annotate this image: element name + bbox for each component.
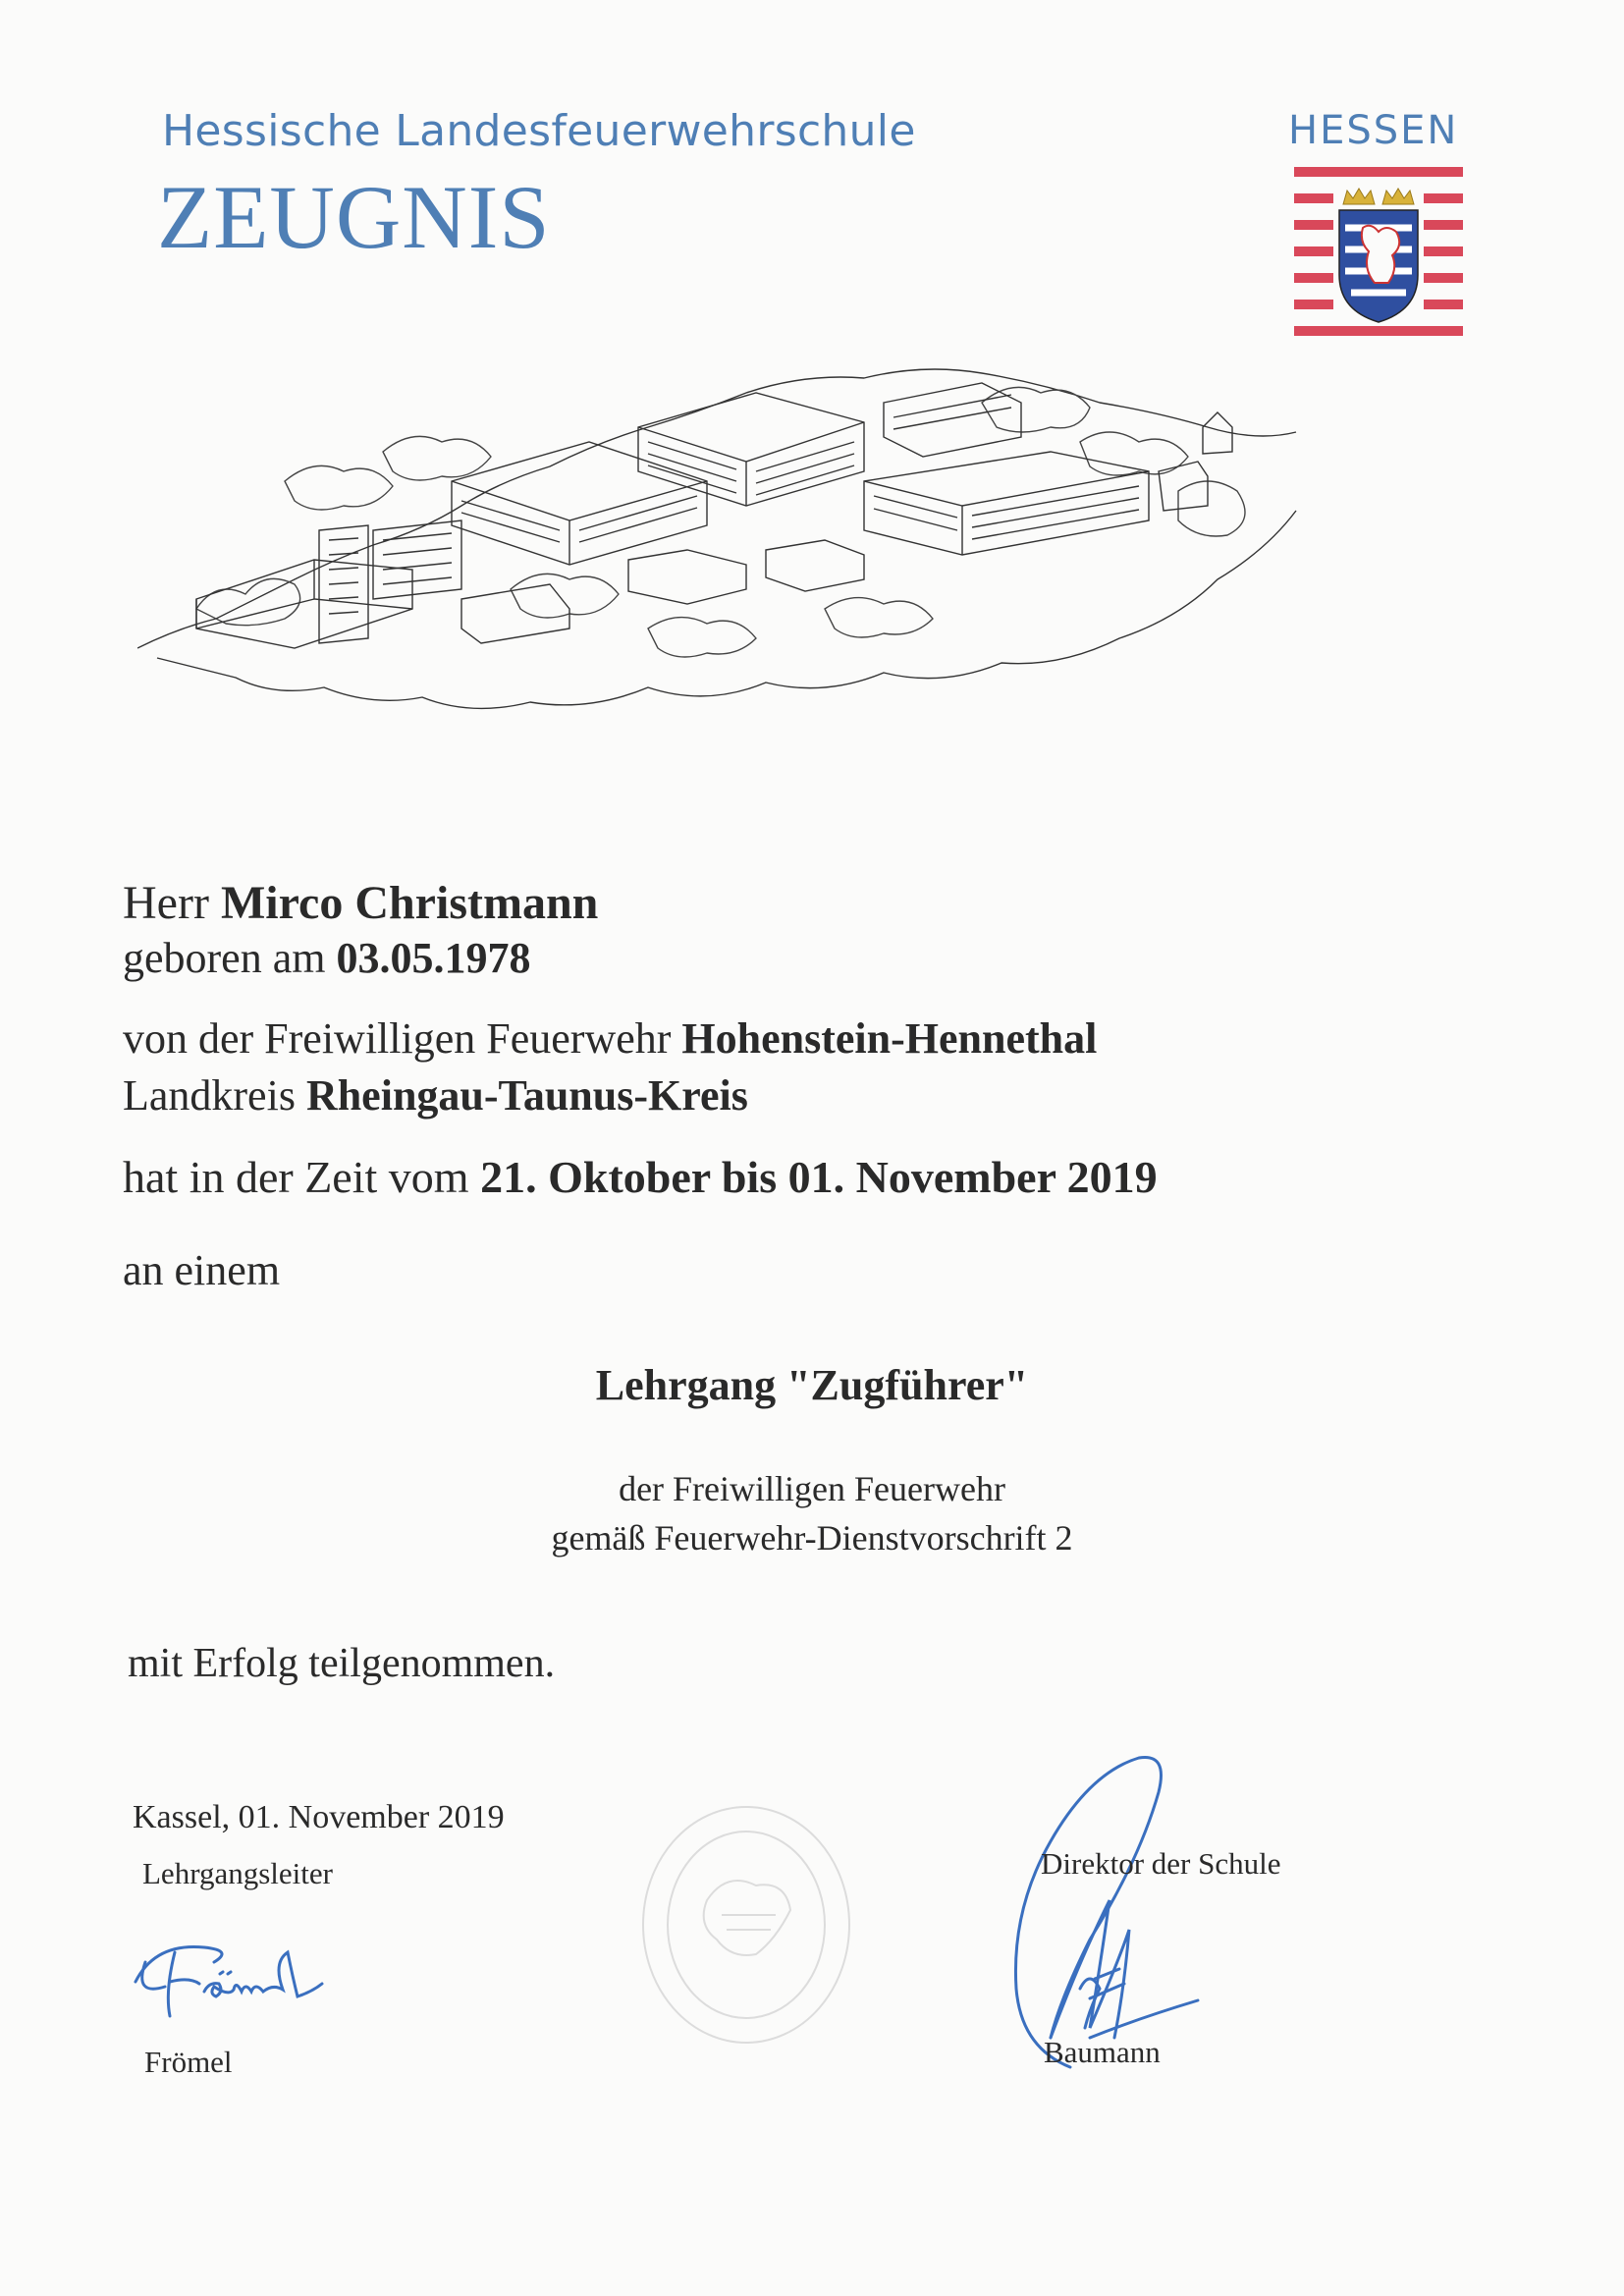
period-range: 21. Oktober bis 01. November 2019 — [480, 1152, 1158, 1202]
school-seal-stamp — [628, 1792, 864, 2057]
district-name: Rheingau-Taunus-Kreis — [305, 1071, 748, 1120]
course-line-1: der Freiwilligen Feuerwehr — [619, 1469, 1005, 1508]
course-intro: an einem — [123, 1246, 281, 1294]
birth-line — [123, 933, 530, 983]
birth-date: 03.05.1978 — [336, 934, 531, 982]
course-result: mit Erfolg teilgenommen. — [128, 1641, 556, 1686]
campus-illustration — [137, 334, 1306, 737]
leader-signature — [126, 1923, 361, 2031]
hessen-coat-of-arms-icon — [1294, 167, 1463, 336]
period-prefix: hat in der Zeit vom — [123, 1152, 469, 1202]
course-title: Lehrgang "Zugführer" — [595, 1361, 1029, 1409]
salutation: Herr — [123, 877, 209, 929]
period-line — [123, 1151, 1158, 1203]
leader-role: Lehrgangsleiter — [142, 1856, 333, 1890]
brigade-prefix: von der Freiwilligen Feuerwehr — [123, 1014, 672, 1063]
state-label: HESSEN — [1288, 108, 1459, 153]
course-line-2: gemäß Feuerwehr-Dienstvorschrift 2 — [551, 1518, 1073, 1558]
school-name: Hessische Landesfeuerwehrschule — [162, 106, 916, 156]
birth-prefix: geboren am — [123, 934, 326, 982]
district-prefix: Landkreis — [123, 1071, 296, 1120]
brigade-line — [123, 1013, 1097, 1064]
director-role: Direktor der Schule — [1041, 1846, 1281, 1881]
document-title: ZEUGNIS — [157, 167, 551, 267]
recipient-line — [123, 876, 598, 930]
leader-name: Frömel — [144, 2045, 233, 2079]
recipient-name: Mirco Christmann — [220, 877, 599, 929]
district-line — [123, 1070, 748, 1121]
director-name: Baumann — [1044, 2035, 1161, 2069]
brigade-name: Hohenstein-Hennethal — [681, 1014, 1098, 1063]
place-date: Kassel, 01. November 2019 — [133, 1799, 505, 1835]
